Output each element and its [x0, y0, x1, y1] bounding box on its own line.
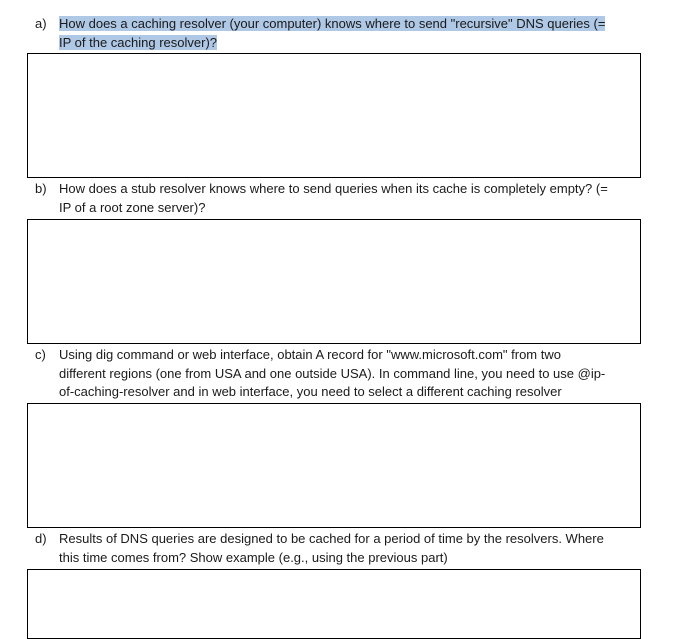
question-b-text [59, 180, 633, 217]
question-b-line-2: IP of a root zone server)? [59, 199, 206, 215]
question-a-line-2: IP of the caching resolver)? [59, 34, 218, 50]
answer-box-a[interactable] [27, 53, 641, 178]
question-d-line-1: Results of DNS queries are designed to be cached for a period of time by the resolvers. Where [59, 531, 604, 546]
question-c-line-3: of-caching-resolver and in web interface, you need to select a different caching resolver [59, 384, 562, 399]
question-a-label: a) [35, 16, 47, 31]
question-d-label: d) [35, 531, 47, 546]
question-c-label: c) [35, 347, 46, 362]
question-b-line-1: How does a stub resolver knows where to send queries when its cache is completely empty? (= [59, 181, 608, 196]
question-d-text [59, 530, 633, 567]
question-c-line-1: Using dig command or web interface, obtain A record for "www.microsoft.com" from two [59, 347, 561, 362]
question-c-text [59, 346, 633, 402]
answer-box-d[interactable] [27, 569, 641, 639]
question-b-label: b) [35, 181, 47, 196]
question-a-line-1: How does a caching resolver (your computer) knows where to send "recursive" DNS queries (= [59, 16, 606, 31]
question-d-line-2: this time comes from? Show example (e.g., using the previous part) [59, 549, 448, 565]
question-a-text [59, 15, 633, 52]
answer-box-c[interactable] [27, 403, 641, 528]
answer-box-b[interactable] [27, 219, 641, 344]
question-c-line-2: different regions (one from USA and one outside USA). In command line, you need to use @ip- [59, 365, 606, 381]
